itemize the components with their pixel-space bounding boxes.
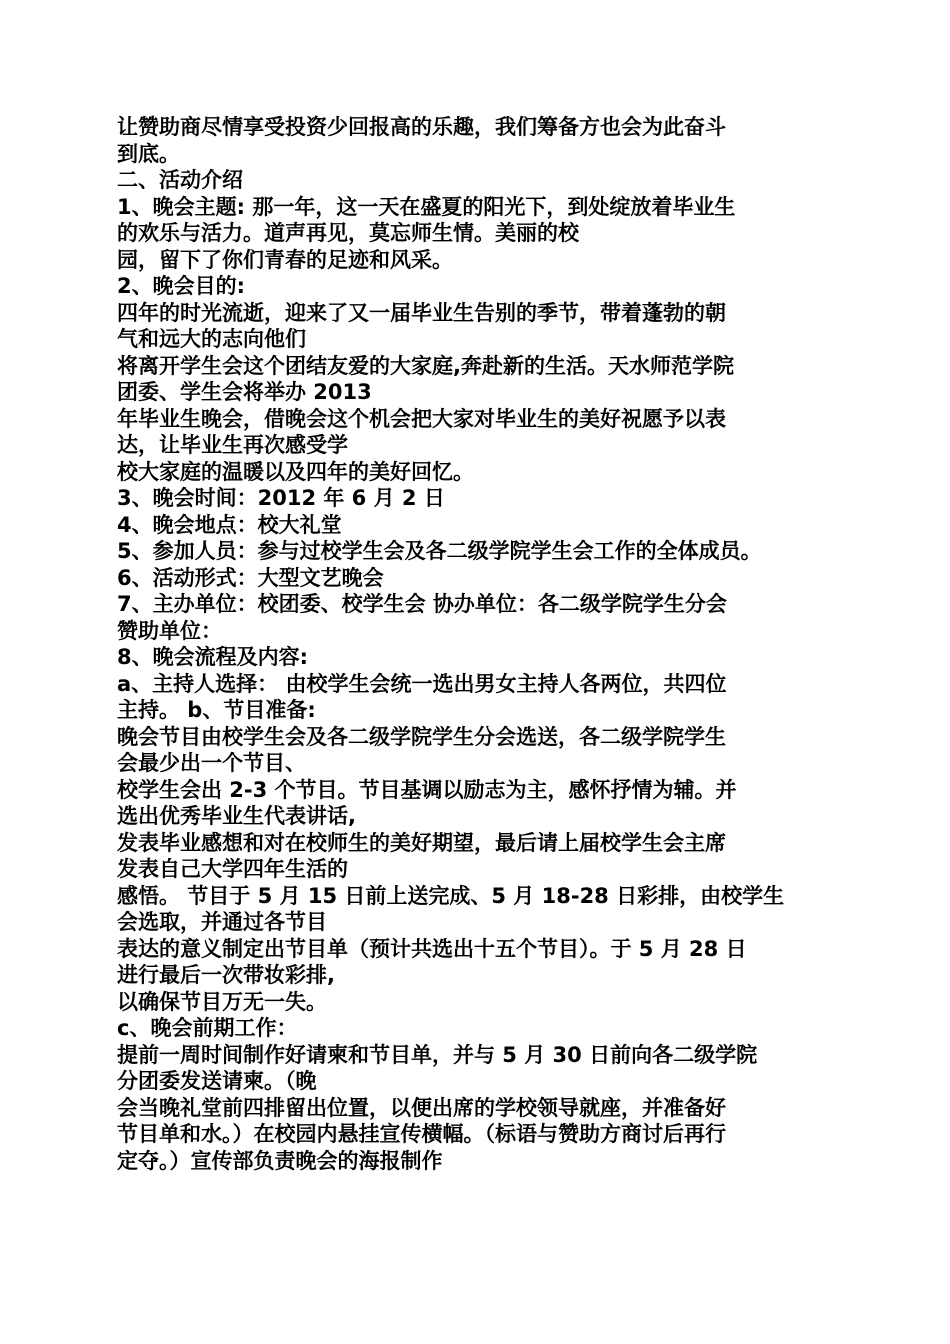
- text-line: 2、晚会目的:: [117, 274, 246, 298]
- text-line: 四年的时光流逝，迎来了又一届毕业生告别的季节，带着蓬勃的朝: [117, 300, 726, 325]
- text-line: 团委、学生会将举办 2013: [117, 380, 372, 404]
- document-body: [117, 114, 847, 1174]
- text-line: 3、晚会时间：2012 年 6 月 2 日: [117, 486, 445, 510]
- text-line: 定夺。）宣传部负责晚会的海报制作: [117, 1148, 443, 1173]
- text-line: 达，让毕业生再次感受学: [117, 433, 348, 457]
- text-line: 年毕业生晚会，借晚会这个机会把大家对毕业生的美好祝愿予以表: [117, 406, 726, 431]
- text-line: 会当晚礼堂前四排留出位置，以便出席的学校领导就座，并准备好: [117, 1095, 726, 1120]
- text-line: 会最少出一个节目、: [117, 751, 306, 775]
- text-line: 发表毕业感想和对在校师生的美好期望，最后请上届校学生会主席: [117, 830, 726, 855]
- text-line: 到底。: [117, 141, 180, 166]
- text-line: 晚会节目由校学生会及各二级学院学生分会选送，各二级学院学生: [117, 724, 726, 749]
- text-line: 7、主办单位：校团委、校学生会 协办单位：各二级学院学生分会: [117, 592, 727, 616]
- text-line: 节目单和水。）在校园内悬挂宣传横幅。（标语与赞助方商讨后再行: [117, 1122, 726, 1146]
- text-line: 选出优秀毕业生代表讲话,: [117, 804, 356, 828]
- text-line: c、晚会前期工作：: [117, 1016, 298, 1040]
- text-line: 会选取，并通过各节目: [117, 910, 327, 934]
- section-heading: 二、活动介绍: [117, 168, 243, 192]
- text-line: 5、参加人员：参与过校学生会及各二级学院学生会工作的全体成员。: [117, 539, 762, 563]
- text-line: 8、晚会流程及内容:: [117, 645, 309, 669]
- text-line: 以确保节目万无一失。: [117, 989, 327, 1014]
- text-line: 4、晚会地点：校大礼堂: [117, 512, 342, 537]
- text-line: 1、晚会主题: 那一年，这一天在盛夏的阳光下，到处绽放着毕业生: [117, 194, 736, 219]
- text-line: 发表自己大学四年生活的: [117, 857, 348, 881]
- text-line: 表达的意义制定出节目单（预计共选出十五个节目）。于 5 月 28 日: [117, 936, 747, 961]
- text-line: 分团委发送请柬。（晚: [117, 1069, 317, 1093]
- text-line: 园，留下了你们青春的足迹和风采。: [117, 247, 453, 272]
- text-line: 将离开学生会这个团结友爱的大家庭,奔赴新的生活。天水师范学院: [117, 353, 734, 378]
- text-line: 气和远大的志向他们: [117, 327, 306, 351]
- text-line: 校学生会出 2-3 个节目。节目基调以励志为主，感怀抒情为辅。并: [117, 777, 737, 802]
- text-line: 主持。 b、节目准备:: [117, 698, 316, 722]
- text-line: 感悟。 节目于 5 月 15 日前上送完成、5 月 18-28 日彩排，由校学生: [117, 883, 785, 908]
- text-line: 让赞助商尽情享受投资少回报高的乐趣，我们筹备方也会为此奋斗: [117, 115, 726, 139]
- text-line: 提前一周时间制作好请柬和节目单，并与 5 月 30 日前向各二级学院: [117, 1042, 758, 1067]
- text-line: 6、活动形式：大型文艺晚会: [117, 565, 384, 590]
- text-line: 的欢乐与活力。道声再见，莫忘师生情。美丽的校: [117, 221, 579, 245]
- text-line: 校大家庭的温暖以及四年的美好回忆。: [117, 459, 474, 484]
- text-line: 赞助单位：: [117, 618, 222, 643]
- text-line: 进行最后一次带妆彩排,: [117, 963, 335, 987]
- text-line: a、主持人选择： 由校学生会统一选出男女主持人各两位，共四位: [117, 671, 727, 696]
